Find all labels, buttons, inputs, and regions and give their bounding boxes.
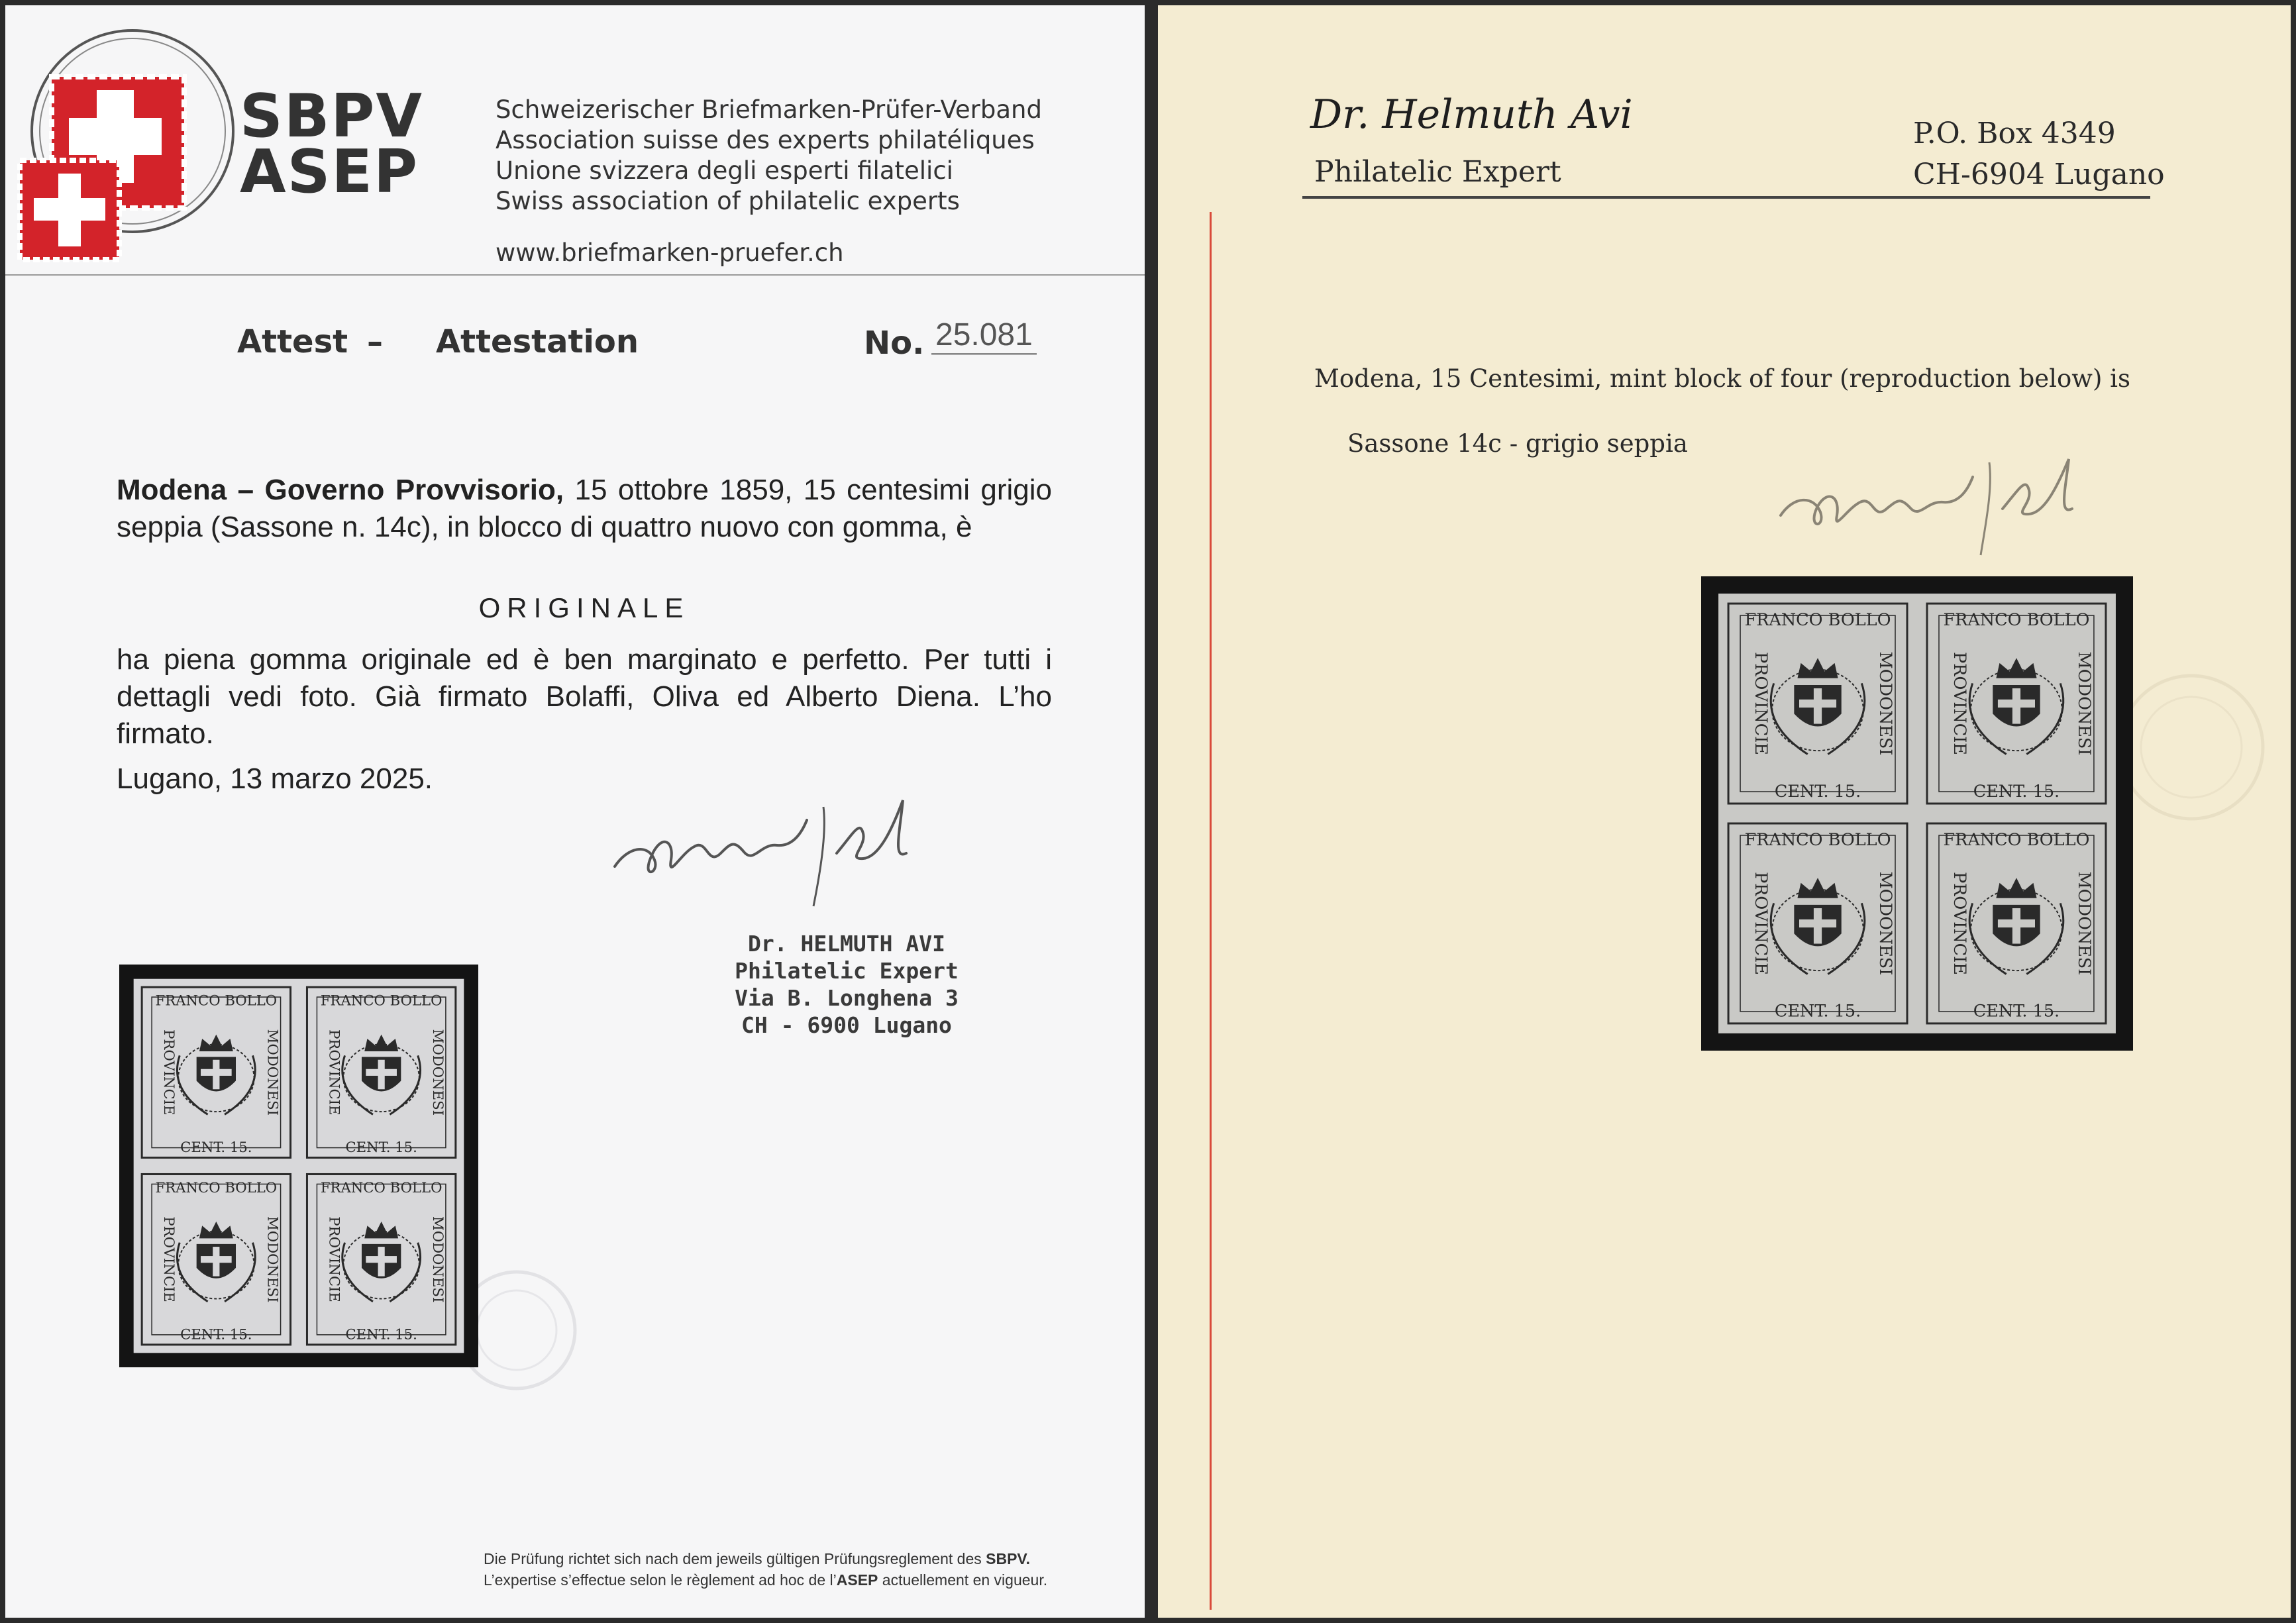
stamp-top-text: FRANCO BOLLO	[320, 1179, 443, 1196]
place-date: Lugano, 13 marzo 2025.	[117, 762, 433, 795]
stamp-top-text: FRANCO BOLLO	[155, 1179, 278, 1196]
sbpv-certificate	[5, 5, 1145, 1618]
letterhead-po-box: P.O. Box 4349	[1913, 117, 2116, 150]
stamp-value-text: CENT. 15.	[180, 1326, 252, 1343]
footer-regulation-de	[484, 1549, 1030, 1569]
stamp-address-city: CH - 6900 Lugano	[741, 1012, 952, 1038]
stamp-right-text: MODONESI	[2073, 871, 2094, 976]
letter-signature	[1767, 443, 2112, 562]
stamp-left-text: PROVINCIE	[1751, 872, 1771, 975]
condition-details: ha piena gomma originale ed è ben marginato e perfetto. Per tutti i dettagli vedi foto. Già firmato Bolaffi, Oliva ed Alberto Diena. L’ho firmato.	[117, 643, 1052, 750]
stamp-right-text: MODONESI	[1875, 871, 1896, 976]
stamp-value-text: CENT. 15.	[345, 1139, 417, 1156]
expert-letter	[1158, 5, 2291, 1618]
stamp-left-text: PROVINCIE	[1949, 872, 1969, 975]
stamp-top-text: FRANCO BOLLO	[1744, 610, 1891, 631]
heading-attest: Attest	[237, 323, 348, 360]
sbpv-logo-icon	[12, 24, 237, 276]
expert-address-stamp	[681, 930, 1012, 1039]
stamp-right-text: MODONESI	[429, 1216, 446, 1303]
stamp-value-text: CENT. 15.	[1973, 781, 2060, 802]
letter-catalogue: Sassone 14c - grigio seppia	[1347, 429, 1688, 458]
stamp-right-text: MODONESI	[1875, 651, 1896, 756]
letter-embossed-seal	[2112, 668, 2271, 827]
website-link[interactable]: www.briefmarken-pruefer.ch	[496, 238, 844, 267]
heading-attestation: Attestation	[436, 323, 639, 360]
description-bold: Modena – Governo Provvisorio,	[117, 474, 564, 506]
stamp-address-street: Via B. Longhena 3	[735, 985, 959, 1011]
description-rest: 15 ottobre 1859, 15 centesimi grigio seppia (Sassone n. 14c), in blocco di quattro nuovo con gomma, è	[117, 474, 1052, 543]
footer-de-org: SBPV.	[986, 1550, 1031, 1567]
stamp-address-name: Dr. HELMUTH AVI	[747, 931, 945, 957]
stamp-left-text: PROVINCIE	[1949, 652, 1969, 755]
stamp-value-text: CENT. 15.	[180, 1139, 252, 1156]
footer-de-text: Die Prüfung richtet sich nach dem jeweils gültigen Prüfungsreglement des	[484, 1550, 986, 1567]
stamp-right-text: MODONESI	[2073, 651, 2094, 756]
certificate-number-label: No.	[864, 325, 925, 362]
stamp-top-text: FRANCO BOLLO	[1943, 830, 2090, 851]
stamp-left-text: PROVINCIE	[161, 1216, 178, 1302]
stamp-top-text: FRANCO BOLLO	[155, 992, 278, 1009]
footer-fr-text: L’expertise s’effectue selon le règlement ad hoc de l’	[484, 1571, 837, 1589]
stamp-top-text: FRANCO BOLLO	[1744, 830, 1891, 851]
stamp-left-text: PROVINCIE	[326, 1029, 343, 1116]
footer-fr-org: ASEP	[836, 1571, 878, 1589]
stamp-right-text: MODONESI	[264, 1216, 282, 1303]
stamp-left-text: PROVINCIE	[161, 1029, 178, 1116]
letterhead-title: Philatelic Expert	[1314, 155, 1561, 189]
heading-dash: –	[367, 323, 383, 360]
stamp-value-text: CENT. 15.	[1973, 1001, 2060, 1021]
stamp-value-text: CENT. 15.	[1774, 1001, 1861, 1021]
brand-sbpv: SBPV	[240, 81, 424, 151]
expert-signature	[601, 780, 972, 913]
letterhead-rule	[1302, 196, 2150, 199]
stamp-address-title: Philatelic Expert	[735, 958, 959, 984]
header-divider	[5, 274, 1145, 276]
stamp-right-text: MODONESI	[429, 1029, 446, 1116]
brand-asep: ASEP	[240, 137, 419, 207]
org-line-fr: Association suisse des experts philatéliques	[496, 126, 1035, 154]
stamp-value-text: CENT. 15.	[1774, 781, 1861, 802]
org-line-it: Unione svizzera degli esperti filatelici	[496, 156, 953, 185]
stamp-top-text: FRANCO BOLLO	[1943, 610, 2090, 631]
stamp-value-text: CENT. 15.	[345, 1326, 417, 1343]
stamp-description	[117, 472, 1052, 546]
footer-fr-tail: actuellement en vigueur.	[878, 1571, 1048, 1589]
stamp-block-photo	[119, 965, 478, 1367]
org-line-en: Swiss association of philatelic experts	[496, 187, 960, 215]
letter-stamp-block-photo	[1701, 576, 2133, 1051]
letterhead-name: Dr. Helmuth Avi	[1310, 91, 1633, 138]
org-line-de: Schweizerischer Briefmarken-Prüfer-Verband	[496, 95, 1042, 124]
margin-red-line	[1210, 212, 1212, 1610]
letter-statement: Modena, 15 Centesimi, mint block of four (reproduction below) is	[1314, 364, 2130, 393]
letterhead-city: CH-6904 Lugano	[1913, 158, 2165, 191]
stamp-top-text: FRANCO BOLLO	[320, 992, 443, 1009]
footer-regulation-fr	[484, 1570, 1047, 1590]
stamp-left-text: PROVINCIE	[1751, 652, 1771, 755]
verdict-originale: ORIGINALE	[478, 592, 690, 623]
certificate-number: 25.081	[931, 317, 1037, 355]
stamp-left-text: PROVINCIE	[326, 1216, 343, 1302]
stamp-right-text: MODONESI	[264, 1029, 282, 1116]
